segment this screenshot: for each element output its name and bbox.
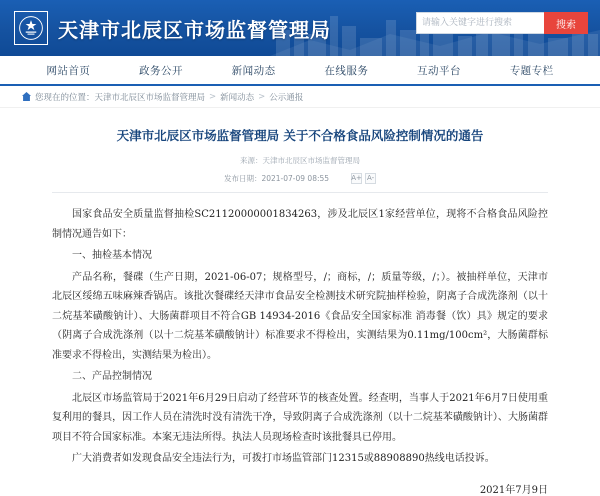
breadcrumb [0, 86, 600, 108]
article-meta-row [52, 173, 548, 184]
article-body [52, 205, 548, 469]
font-decrease-button[interactable]: A- [366, 174, 375, 182]
national-emblem-icon [14, 11, 48, 45]
nav-item-government-disclosure[interactable]: 政务公开 [139, 64, 183, 77]
breadcrumb-item-announcements[interactable]: 公示通报 [269, 92, 304, 103]
breadcrumb-separator-1: > [209, 91, 217, 102]
emblem-glyph-icon [17, 14, 45, 42]
article-publish-date: 发布日期：2021-07-09 08:55 [223, 174, 330, 183]
article-paragraph-5: 北辰区市场监管局于2021年6月29日启动了经营环节的核查处置。经查明，当事人于2021年6月7日使用重复利用的餐具，因工作人员在清洗时没有清洗干净，导致阴离子合成洗涤剂（以十二烷基苯磺酸钠计）、大肠菌群项目不符合国家标准。本案无违法所得。执法人员现场检查时该批餐具已停用。 [52, 392, 548, 443]
article-paragraph-2: 一、抽检基本情况 [72, 250, 152, 261]
nav-item-news[interactable]: 新闻动态 [231, 64, 276, 77]
article-paragraph-6: 广大消费者如发现食品安全违法行为，可拨打市场监管部门12315或88908890热线电话投诉。 [72, 453, 495, 464]
breadcrumb-item-root[interactable]: 天津市北辰区市场监督管理局 [94, 92, 206, 103]
header-divider [52, 192, 548, 193]
breadcrumb-separator-2: > [258, 91, 266, 102]
nav-item-home[interactable]: 网站首页 [46, 64, 91, 77]
nav-item-special-columns[interactable]: 专题专栏 [509, 64, 554, 77]
home-icon [22, 92, 31, 101]
article [0, 108, 600, 496]
breadcrumb-item-news[interactable]: 新闻动态 [220, 92, 255, 103]
page-title: 天津市北辰区市场监督管理局 关于不合格食品风险控制情况的通告 [116, 128, 484, 143]
nav-item-online-services[interactable]: 在线服务 [324, 64, 369, 77]
article-signature-date: 2021年7月9日 [479, 484, 548, 496]
article-paragraph-3: 产品名称，餐碟（生产日期，2021-06-07；规格型号，/；商标，/；质量等级，/；）。被抽样单位，天津市北辰区绥绵五味麻辣香锅店。该批次餐碟经天津市食品安全检测技术研究院抽样检验，阴离子合成洗涤剂（以十二烷基苯磺酸钠计）、大肠菌群项目不符合GB 14934-2016《食品安全国家标准 消毒餐（饮）具》规定的要求（阴离子合成洗涤剂（以十二烷基苯磺酸钠计）标准要求不得检出，实测结果为0.11mg/100cm²，大肠菌群标准要求不得检出，实测结果为检出）。 [52, 271, 548, 361]
site-header [0, 0, 600, 56]
font-increase-button[interactable]: A+ [351, 174, 362, 182]
article-paragraph-1: 国家食品安全质量监督抽检SC21120000001834263，涉及北辰区1家经营单位，现将不合格食品风险控制情况通告如下： [52, 209, 548, 240]
site-search[interactable] [416, 12, 588, 34]
article-paragraph-4: 二、产品控制情况 [72, 371, 152, 382]
font-size-controls[interactable] [351, 173, 376, 184]
search-input[interactable] [416, 12, 544, 34]
article-source: 来源：天津市北辰区市场监督管理局 [240, 156, 360, 165]
search-button[interactable]: 搜索 [544, 12, 588, 34]
main-nav [0, 56, 600, 86]
breadcrumb-prefix: 您现在的位置： [35, 92, 95, 103]
site-title: 天津市北辰区市场监督管理局 [58, 17, 331, 42]
nav-item-interaction[interactable]: 互动平台 [417, 64, 462, 77]
